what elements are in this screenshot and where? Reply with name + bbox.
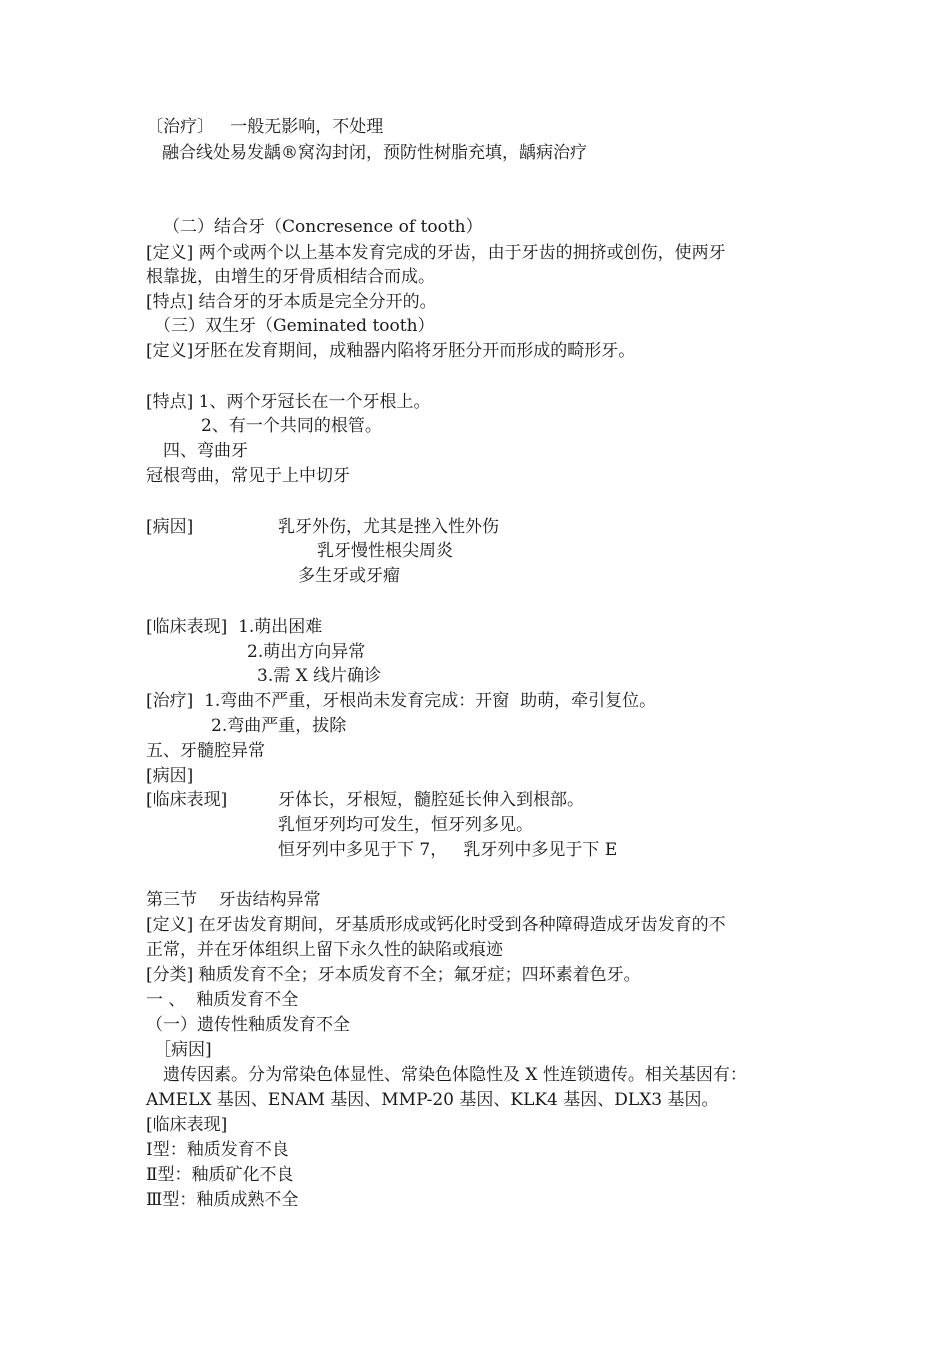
text-line: ［病因]	[154, 1040, 212, 1060]
text-line: 多生牙或牙瘤	[298, 566, 400, 586]
text-line: [病因]	[146, 517, 194, 537]
text-line: AMELX 基因、ENAM 基因、MMP-20 基因、KLK4 基因、DLX3 基因。	[146, 1090, 719, 1110]
text-line: 2.弯曲严重，拔除	[211, 716, 347, 736]
section-heading: 一 、 釉质发育不全	[146, 990, 299, 1010]
text-line: Ⅲ型：釉质成熟不全	[146, 1190, 299, 1210]
text-line: [特点] 结合牙的牙本质是完全分开的。	[146, 292, 437, 312]
text-line: [病因]	[146, 766, 194, 786]
text-line: 融合线处易发龋®窝沟封闭，预防性树脂充填，龋病治疗	[162, 143, 587, 163]
text-line: 恒牙列中多见于下 7， 乳牙列中多见于下 E	[278, 840, 618, 860]
text-line: 〔治疗〕 一般无影响，不处理	[146, 117, 384, 137]
text-line: [定义]牙胚在发育期间，成釉器内陷将牙胚分开而形成的畸形牙。	[146, 341, 636, 361]
text-line: 乳牙慢性根尖周炎	[317, 541, 453, 561]
text-line: 根靠拢，由增生的牙骨质相结合而成。	[146, 267, 435, 287]
text-line: [治疗] 1.弯曲不严重，牙根尚未发育完成：开窗 助萌，牵引复位。	[146, 691, 657, 711]
section-heading: 五、牙髓腔异常	[146, 741, 265, 761]
section-heading: （三）双生牙（Geminated tooth）	[154, 316, 435, 336]
text-line: Ⅱ型：釉质矿化不良	[146, 1165, 294, 1185]
section-heading: 四、弯曲牙	[163, 441, 248, 461]
section-heading: （一）遗传性釉质发育不全	[146, 1015, 350, 1035]
text-line: [分类] 釉质发育不全；牙本质发育不全；氟牙症；四环素着色牙。	[146, 965, 641, 985]
text-line: [临床表现] 1.萌出困难	[146, 617, 323, 637]
text-line: 遗传因素。分为常染色体显性、常染色体隐性及 X 性连锁遗传。相关基因有：	[163, 1065, 747, 1085]
text-line: [定义] 两个或两个以上基本发育完成的牙齿，由于牙齿的拥挤或创伤，使两牙	[146, 243, 726, 263]
section-heading: 第三节 牙齿结构异常	[146, 890, 321, 910]
text-line: 2、有一个共同的根管。	[201, 416, 382, 436]
text-line: 正常，并在牙体组织上留下永久性的缺陷或痕迹	[146, 940, 503, 960]
text-line: 2.萌出方向异常	[247, 642, 366, 662]
text-line: [定义] 在牙齿发育期间，牙基质形成或钙化时受到各种障碍造成牙齿发育的不	[146, 915, 726, 935]
text-line: [临床表现]	[146, 790, 228, 810]
text-line: 乳恒牙列均可发生，恒牙列多见。	[278, 815, 533, 835]
text-line: 乳牙外伤，尤其是挫入性外伤	[278, 517, 499, 537]
text-line: 牙体长，牙根短，髓腔延长伸入到根部。	[278, 790, 584, 810]
text-line: Ⅰ型：釉质发育不良	[146, 1140, 289, 1160]
text-line: [临床表现]	[146, 1115, 228, 1135]
text-line: [特点] 1、两个牙冠长在一个牙根上。	[146, 392, 431, 412]
text-line: 3.需 X 线片确诊	[257, 666, 382, 686]
section-heading: （二）结合牙（Concresence of tooth）	[163, 217, 483, 237]
text-line: 冠根弯曲，常见于上中切牙	[146, 466, 350, 486]
